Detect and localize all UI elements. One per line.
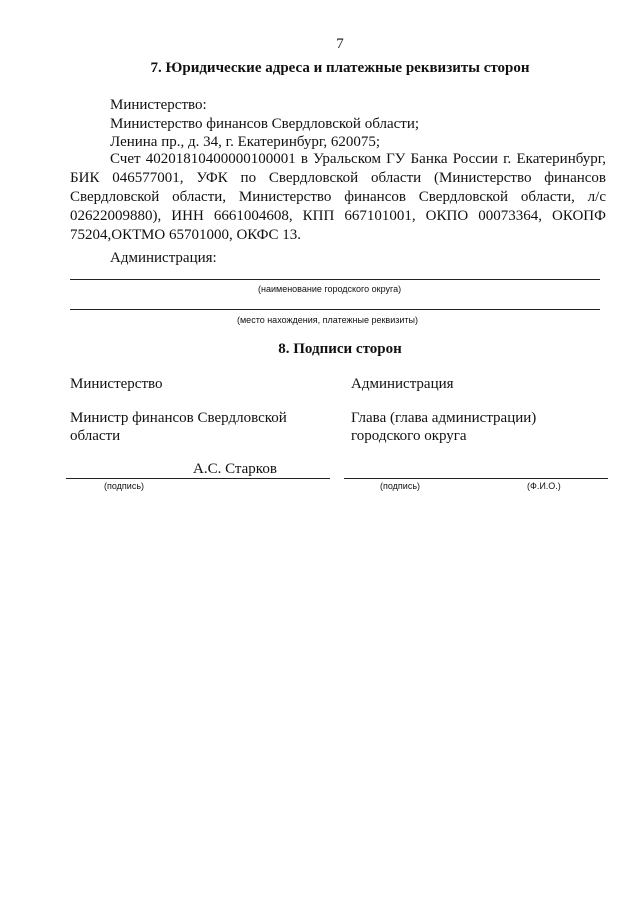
right-party-label: Администрация	[351, 376, 454, 392]
page-number: 7	[336, 36, 344, 52]
ministry-name: Министерство финансов Свердловской области;	[110, 116, 420, 132]
district-name-caption: (наименование городского округа)	[258, 284, 402, 294]
left-party-label: Министерство	[70, 376, 163, 392]
right-fio-caption: (Ф.И.О.)	[527, 481, 561, 491]
location-details-caption: (место нахождения, платежные реквизиты)	[237, 315, 418, 325]
right-position-line1: Глава (глава администрации)	[351, 410, 537, 426]
left-signer-name: А.С. Старков	[193, 461, 277, 477]
location-details-line	[70, 309, 600, 310]
left-signature-line	[66, 478, 330, 479]
right-signature-line	[344, 478, 608, 479]
ministry-address: Ленина пр., д. 34, г. Екатеринбург, 620075;	[110, 134, 381, 150]
right-position-line2: городского округа	[351, 428, 467, 444]
district-name-line	[70, 279, 600, 280]
ministry-payment-details: Счет 40201810400000100001 в Уральском ГУ Банка России г. Екатеринбург, БИК 046577001, УФК по Свердловской области (Министерство финансов Свердловской области, Министерство финансов Свердловской области, л/с 02622009880), ИНН 6661004608, КПП 667101001, ОКПО 00073364, ОКОПФ 75204,ОКТМО 65701000, ОКФС 13.	[70, 151, 606, 243]
section-8-heading: 8. Подписи сторон	[278, 341, 402, 357]
left-position-line1: Министр финансов Свердловской	[70, 410, 287, 426]
left-position-line2: области	[70, 428, 121, 444]
ministry-label: Министерство:	[110, 97, 207, 113]
section-7-heading: 7. Юридические адреса и платежные реквизиты сторон	[150, 60, 530, 76]
left-signature-caption: (подпись)	[104, 481, 145, 491]
right-signature-caption: (подпись)	[380, 481, 421, 491]
administration-label: Администрация:	[110, 250, 217, 266]
